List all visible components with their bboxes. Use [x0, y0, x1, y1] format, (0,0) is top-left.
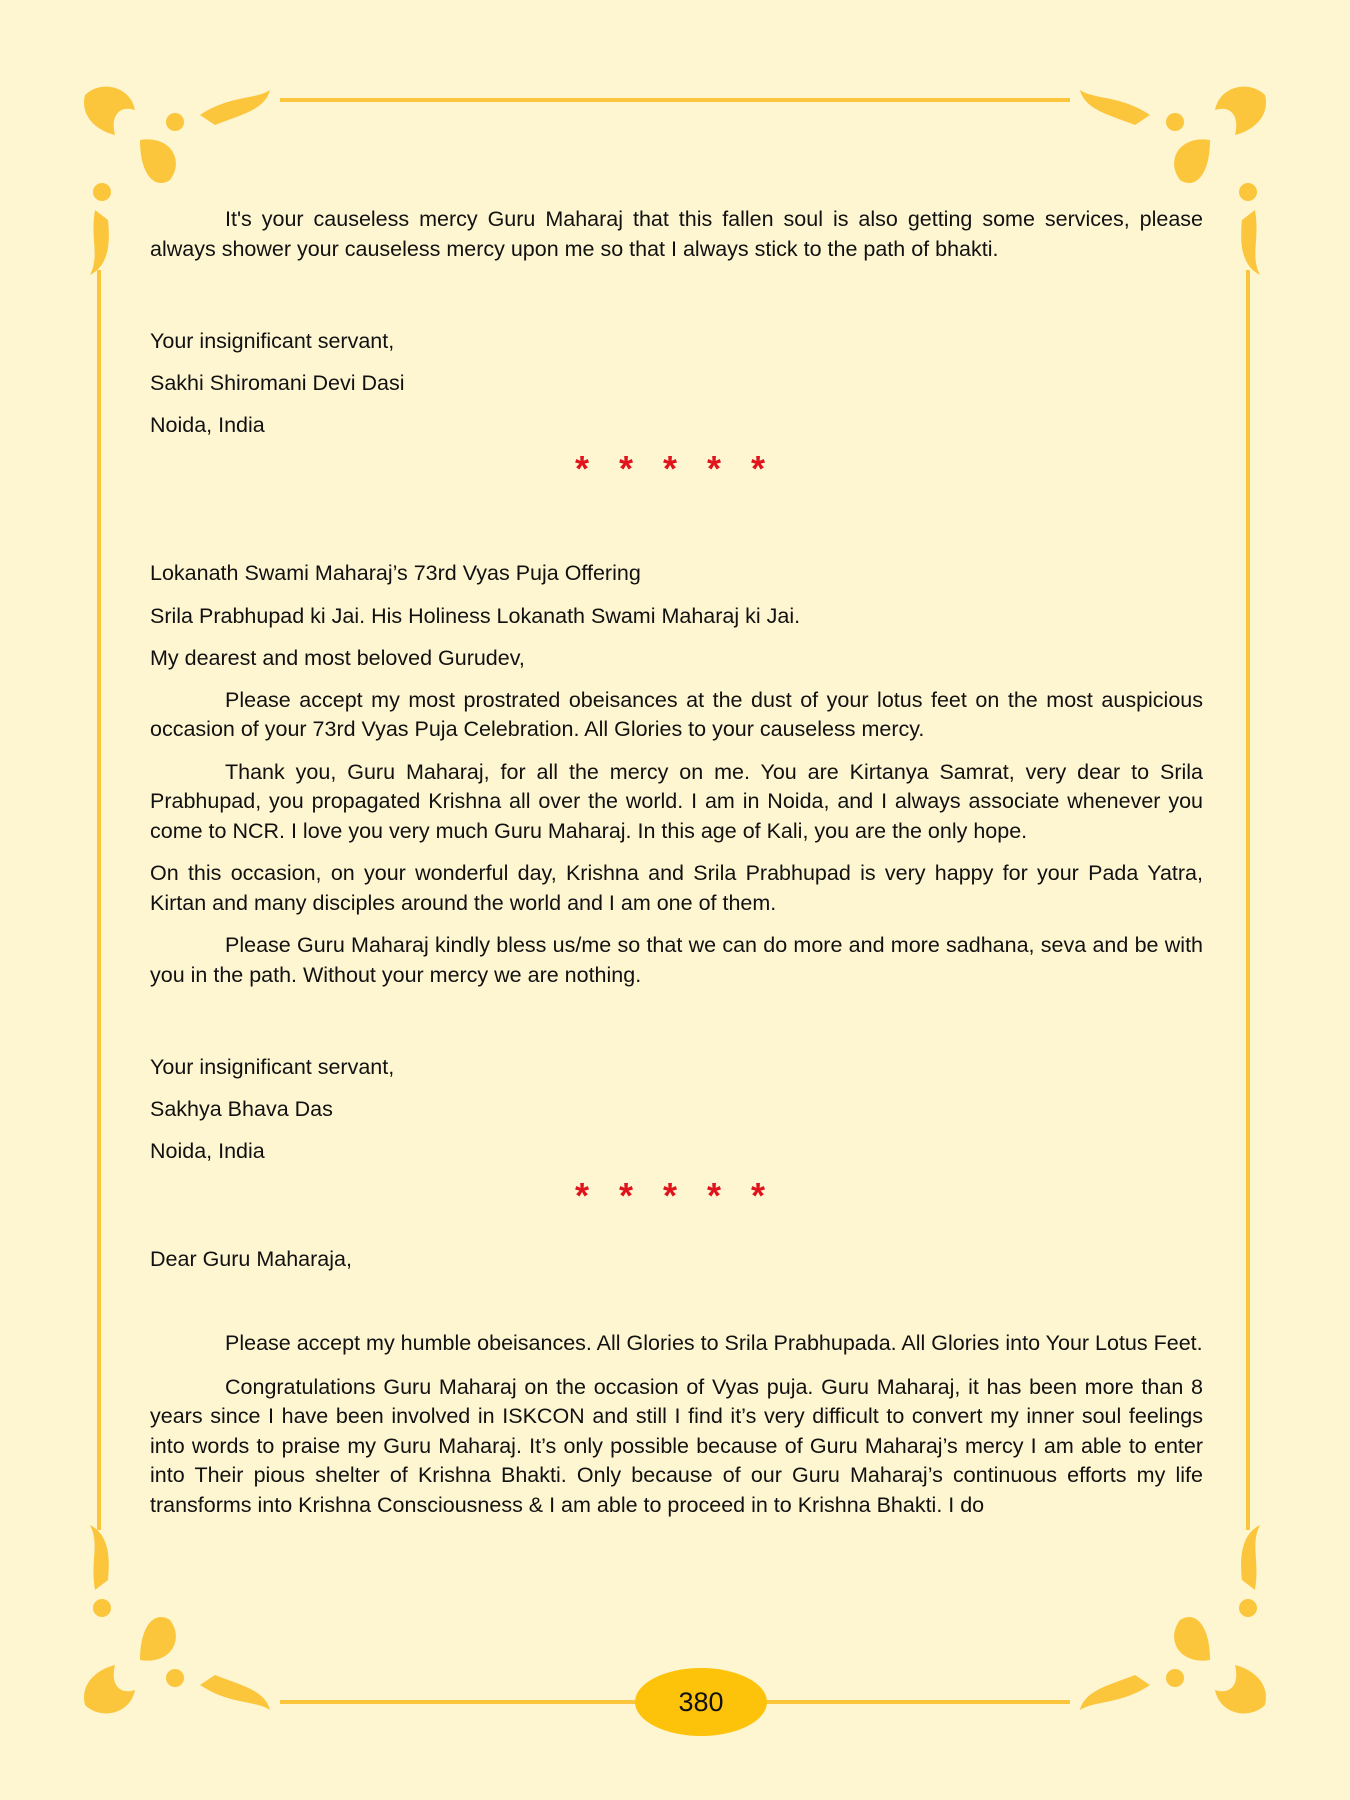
signer-location: Noida, India [150, 413, 265, 437]
salutation: My dearest and most beloved Gurudev, [150, 646, 525, 670]
letter1-signature [150, 320, 1203, 446]
corner-ornament-icon [1070, 1520, 1270, 1720]
paragraph: Please Guru Maharaj kindly bless us/me so that we can do more and more sadhana, seva and be with you in the path. Without your mercy we are nothing. [150, 933, 1203, 987]
salutation: Dear Guru Maharaja, [150, 1247, 352, 1271]
paragraph: Congratulations Guru Maharaj on the occasion of Vyas puja. Guru Maharaj, it has been more than 8 years since I have been involved in ISKCON and still I find it’s very difficult to convert my inner soul feelings into words to praise my Guru Maharaj. It’s only possible because of Guru Maharaj’s mercy I am able to enter into Their pious shelter of Krishna Bhakti. Only because of our Guru Maharaj’s continuous efforts my life transforms into Krishna Consciousness & I am able to proceed in to Krishna Bhakti. I do [150, 1374, 1203, 1517]
page-number-badge [635, 1668, 767, 1736]
closing: Your insignificant servant, [150, 1055, 395, 1079]
paragraph: Thank you, Guru Maharaj, for all the mercy on me. You are Kirtanya Samrat, very dear to Srila Prabhupad, you propagated Krishna all over the world. I am in Noida, and I always associate whenever you come to NCR. I love you very much Guru Maharaj. In this age of Kali, you are the only hope. [150, 759, 1203, 843]
separator-stars: * * * * * [574, 1175, 776, 1216]
letter3-body [150, 1329, 1203, 1520]
corner-ornament-icon [80, 1520, 280, 1720]
closing: Your insignificant servant, [150, 329, 395, 353]
invocation: Srila Prabhupad ki Jai. His Holiness Lokanath Swami Maharaj ki Jai. [150, 603, 801, 628]
letter1-body [150, 205, 1203, 264]
signer-location: Noida, India [150, 1139, 265, 1163]
paragraph: It's your causeless mercy Guru Maharaj that this fallen soul is also getting some services, please always shower your causeless mercy upon me so that I always stick to the path of bhakti. [150, 207, 1203, 261]
paragraph: On this occasion, on your wonderful day, Krishna and Srila Prabhupad is very happy for your Pada Yatra, Kirtan and many disciples around the world and I am one of them. [150, 861, 1203, 915]
letter2-body [150, 559, 1203, 990]
separator-stars: * * * * * [574, 448, 776, 489]
border-top [280, 98, 1070, 102]
paragraph: Please accept my most prostrated obeisances at the dust of your lotus feet on the most auspicious occasion of your 73rd Vyas Puja Celebration. All Glories to your causeless mercy. [150, 687, 1203, 741]
letter2-signature [150, 1046, 1203, 1172]
signer-name: Sakhya Bhava Das [150, 1097, 333, 1121]
offering-title: Lokanath Swami Maharaj’s 73rd Vyas Puja Offering [150, 561, 641, 585]
paragraph: Please accept my humble obeisances. All Glories to Srila Prabhupada. All Glories into Your Lotus Feet. [225, 1331, 1203, 1355]
signer-name: Sakhi Shiromani Devi Dasi [150, 371, 405, 395]
letter3-salutation [150, 1245, 1203, 1275]
page-number: 380 [678, 1686, 724, 1717]
